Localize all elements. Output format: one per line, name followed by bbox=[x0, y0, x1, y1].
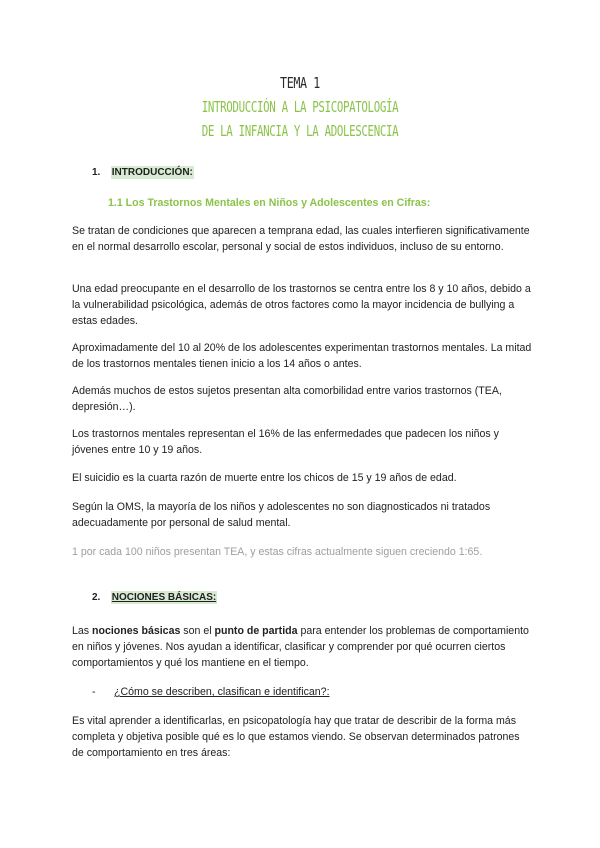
section-2-intro bbox=[72, 624, 532, 671]
bullet-item bbox=[92, 686, 330, 698]
paragraph-3: Aproximadamente del 10 al 20% de los adolescentes experimentan trastornos mentales. La mitad de los trastornos mentales tienen inicio a los 14 años o antes. bbox=[72, 342, 532, 370]
paragraph-5: Los trastornos mentales representan el 16% de las enfermedades que padecen los niños y jóvenes entre 10 y 19 años. bbox=[72, 428, 499, 456]
paragraph-2: Una edad preocupante en el desarrollo de los trastornos se centra entre los 8 y 10 años, debido a la vulnerabilidad psicológica, además de otros factores como la mayor incidencia de bullying a estas edades. bbox=[72, 283, 531, 327]
title-line-2: DE LA INFANCIA Y LA ADOLESCENCIA bbox=[201, 122, 399, 140]
section-1-heading bbox=[92, 167, 194, 178]
section-2-number: 2. bbox=[92, 592, 101, 603]
section-2-label: NOCIONES BÁSICAS: bbox=[111, 592, 217, 603]
title-block bbox=[0, 72, 600, 142]
intro-text-1: Las bbox=[72, 625, 93, 637]
section-1-label: INTRODUCCIÓN: bbox=[111, 167, 193, 178]
intro-text-3: para entender los problemas de comportamiento en niños y jóvenes. Nos ayudan a identificar, clasificar y comprender por qué ocurren ciertos comportamientos y qué los mantiene en el tiempo. bbox=[72, 625, 529, 669]
section-1-number: 1. bbox=[92, 167, 101, 178]
topic-number: TEMA 1 bbox=[280, 74, 320, 92]
intro-bold-2: punto de partida bbox=[214, 625, 298, 637]
paragraph-6: El suicidio es la cuarta razón de muerte entre los chicos de 15 y 19 años de edad. bbox=[72, 472, 457, 484]
gray-note: 1 por cada 100 niños presentan TEA, y estas cifras actualmente siguen creciendo 1:65. bbox=[72, 546, 483, 558]
bullet-question: ¿Cómo se describen, clasifican e identifican?: bbox=[114, 686, 330, 698]
paragraph-7: Según la OMS, la mayoría de los niños y adolescentes no son diagnosticados ni tratados adecuadamente por personal de salud mental. bbox=[72, 501, 491, 529]
paragraph-4: Además muchos de estos sujetos presentan alta comorbilidad entre varios trastornos (TEA, depresión…). bbox=[72, 385, 502, 413]
bullet-dash: - bbox=[92, 686, 96, 698]
intro-bold-1: nociones básicas bbox=[92, 625, 181, 637]
section-2-heading bbox=[92, 592, 217, 603]
title-line-1: INTRODUCCIÓN A LA PSICOPATOLOGÍA bbox=[201, 98, 399, 116]
subsection-1-1-heading: 1.1 Los Trastornos Mentales en Niños y Adolescentes en Cifras: bbox=[108, 197, 431, 209]
final-paragraph: Es vital aprender a identificarlas, en psicopatología hay que tratar de describir de la forma más completa y objetiva posible qué es lo que estamos viendo. Se observan determinados patrones de comportamiento en tres áreas: bbox=[72, 715, 520, 759]
paragraph-1: Se tratan de condiciones que aparecen a temprana edad, las cuales interfieren significativamente en el normal desarrollo escolar, personal y social de estos individuos, incluso de su entorno. bbox=[72, 225, 530, 253]
intro-text-2: son el bbox=[180, 625, 215, 637]
